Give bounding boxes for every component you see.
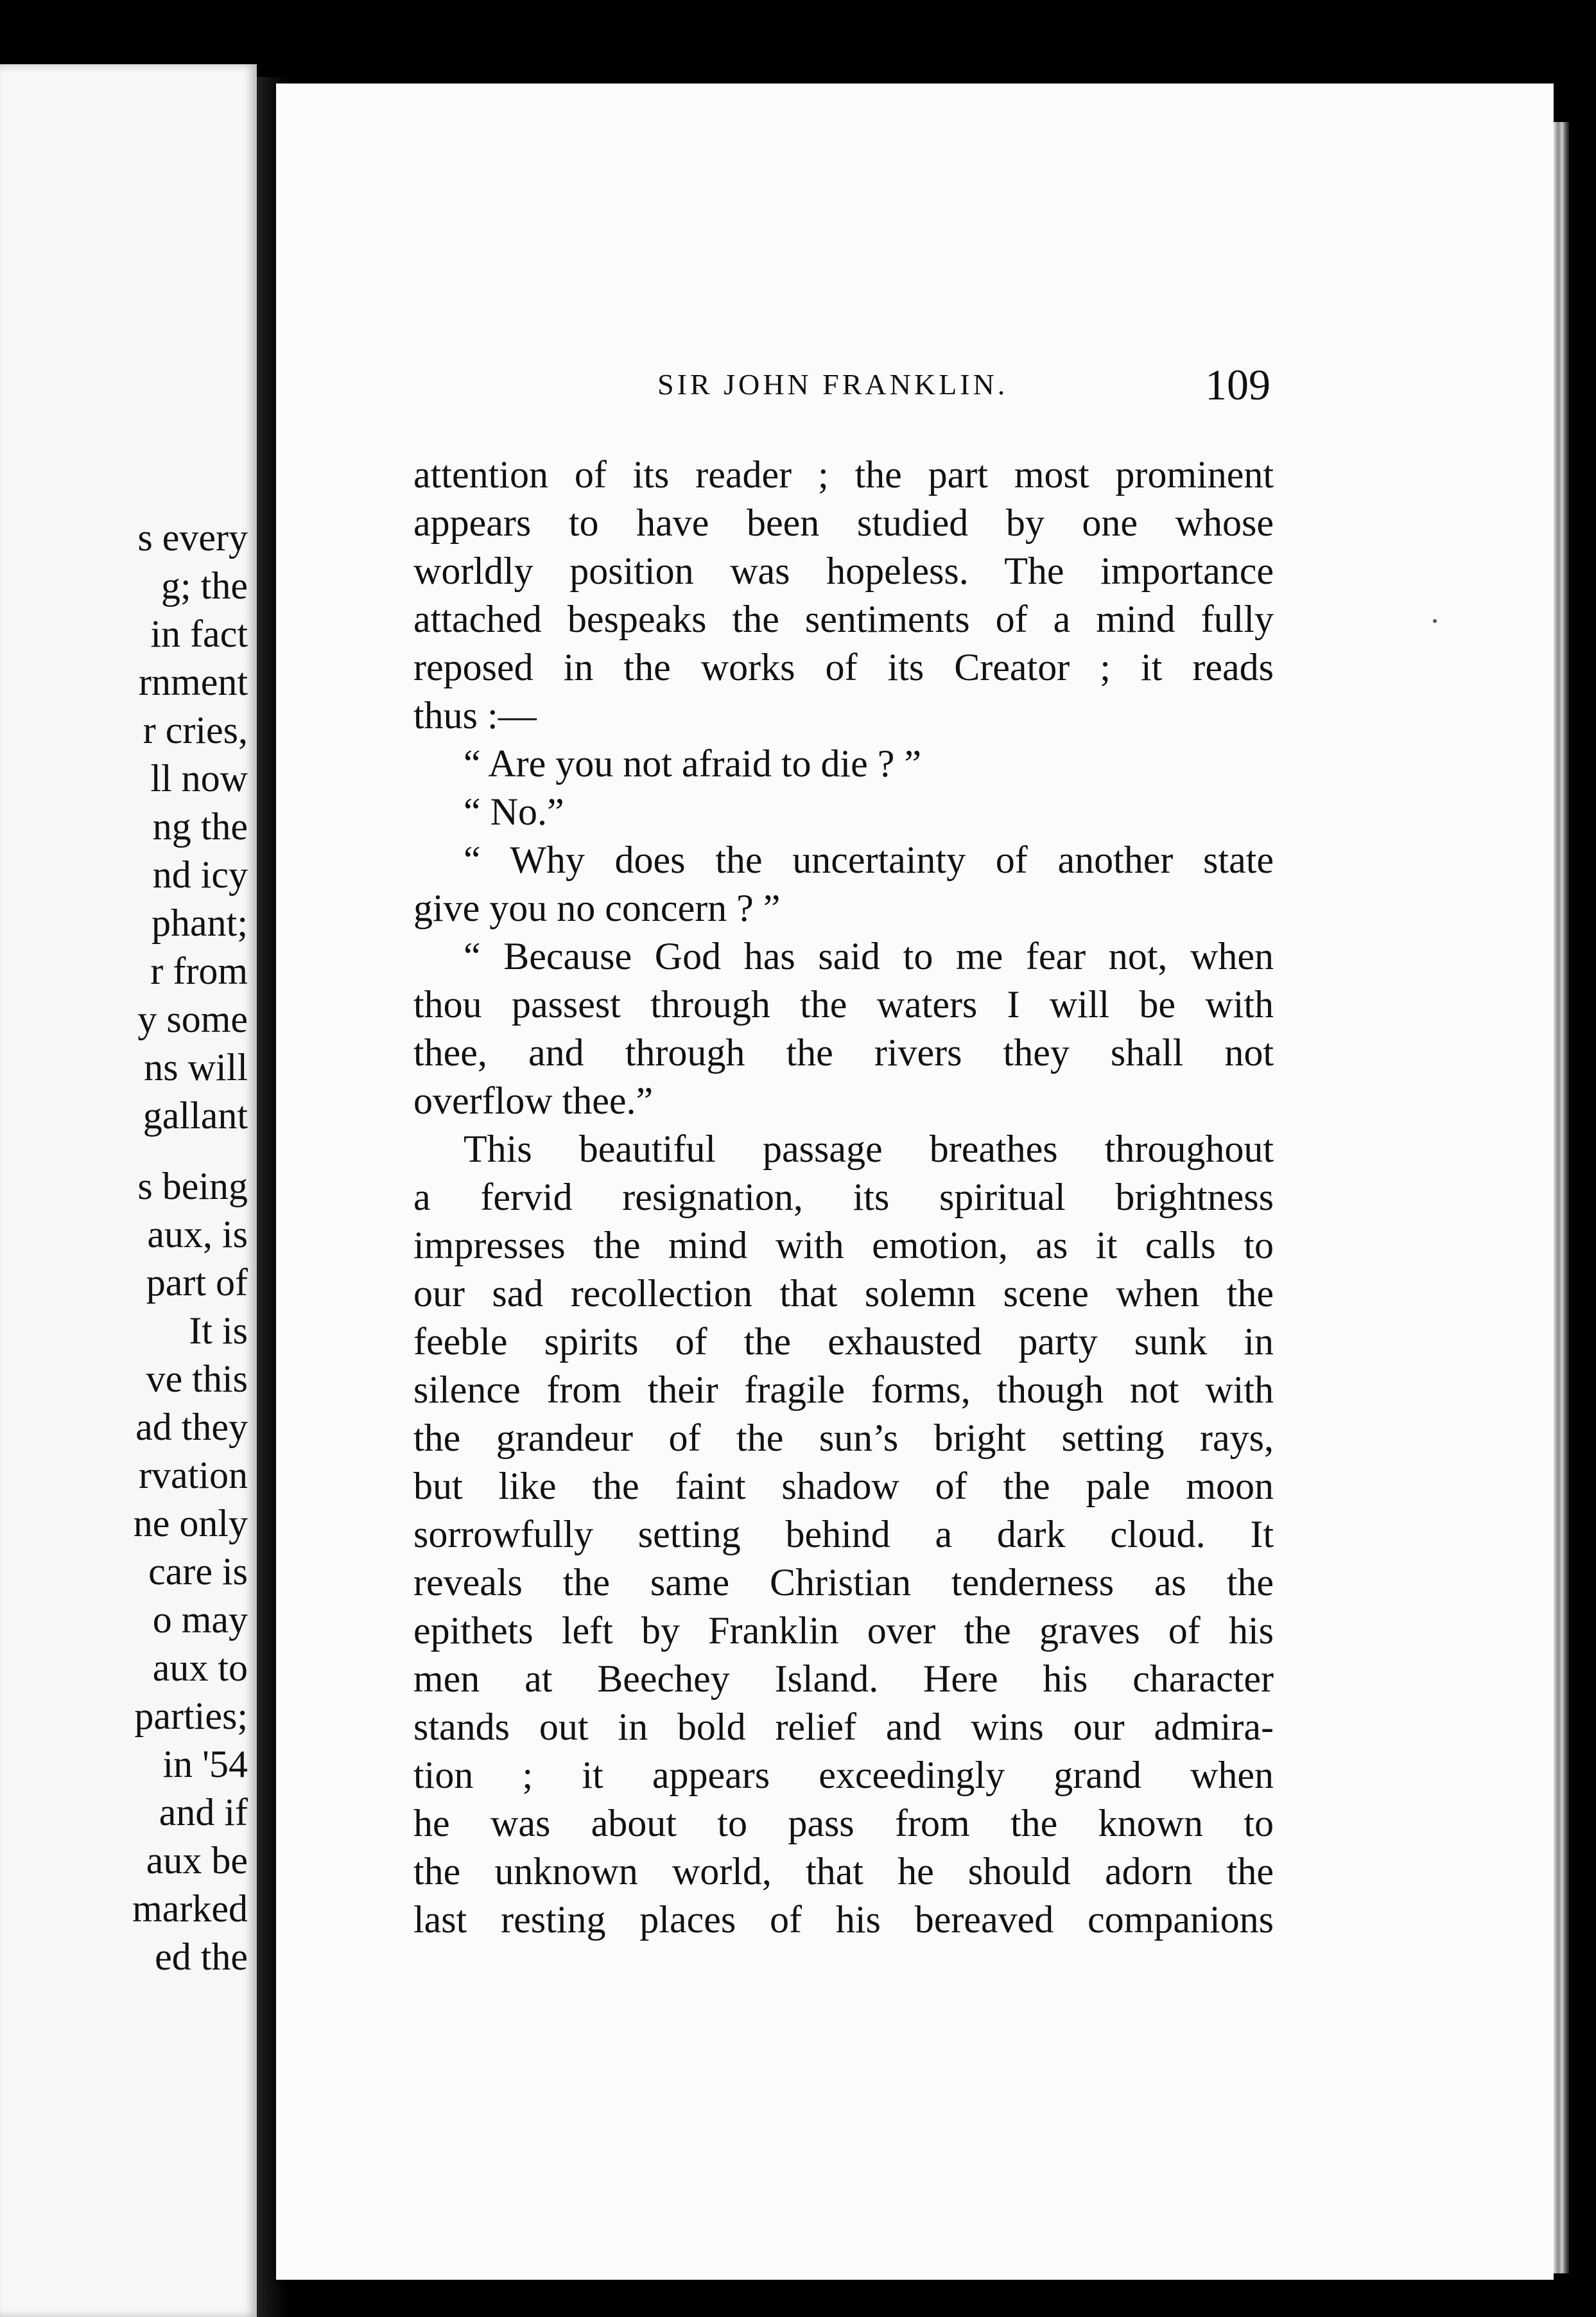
left-page-text (4, 514, 248, 1981)
left-line: r from (150, 950, 248, 992)
left-line: y some (137, 998, 248, 1040)
left-line: s every (137, 516, 248, 559)
text-line: stands out in bold relief and wins our admira- (413, 1706, 1274, 1748)
text-line: thou passest through the waters I will be with (413, 983, 1274, 1026)
text-line: but like the faint shadow of the pale moon (413, 1465, 1274, 1507)
text-line: sorrowfully setting behind a dark cloud. It (413, 1513, 1274, 1555)
left-line: rnment (139, 661, 248, 703)
text-line: the unknown world, that he should adorn the (413, 1850, 1274, 1893)
left-line: marked (132, 1887, 248, 1930)
left-line: phant; (152, 902, 248, 944)
left-line: r cries, (143, 709, 248, 751)
text-line: appears to have been studied by one whose (413, 502, 1274, 544)
text-line: overflow thee.” (413, 1080, 654, 1122)
text-line: the grandeur of the sun’s bright setting rays, (413, 1417, 1274, 1459)
left-line: ng the (152, 805, 248, 848)
left-line: aux be (146, 1839, 248, 1882)
left-line: aux, is (147, 1213, 248, 1255)
page-edge (1554, 122, 1569, 2273)
scan-speck (1433, 619, 1437, 623)
text-line: reveals the same Christian tenderness as the (413, 1561, 1274, 1604)
text-line: worldly position was hopeless. The importance (413, 550, 1274, 592)
text-line: “ No.” (464, 791, 564, 833)
text-line: “ Why does the uncertainty of another state (464, 839, 1274, 881)
text-line: thus :— (413, 694, 537, 737)
left-line: part of (146, 1261, 248, 1304)
text-line: This beautiful passage breathes throughout (464, 1128, 1274, 1170)
text-line: silence from their fragile forms, though not with (413, 1368, 1274, 1411)
text-line: “ Because God has said to me fear not, when (464, 935, 1274, 977)
body-text (413, 451, 1274, 1944)
left-line: It is (189, 1309, 248, 1352)
text-line: attached bespeaks the sentiments of a mind fully (413, 598, 1274, 640)
left-line: ad they (135, 1406, 248, 1448)
text-line: our sad recollection that solemn scene when the (413, 1272, 1274, 1315)
text-line: epithets left by Franklin over the graves of his (413, 1609, 1274, 1652)
left-line: care is (148, 1550, 248, 1593)
running-title: SIR JOHN FRANKLIN. (657, 368, 1009, 401)
left-page-fragment (0, 64, 257, 2317)
paragraph-gap (4, 1140, 248, 1162)
left-line: ll now (150, 757, 248, 800)
left-line: ne only (133, 1502, 248, 1544)
text-line: thee, and through the rivers they shall not (413, 1031, 1274, 1074)
left-line: nd icy (152, 853, 248, 896)
left-line: aux to (152, 1647, 248, 1689)
text-line: reposed in the works of its Creator ; it reads (413, 646, 1274, 688)
text-line: tion ; it appears exceedingly grand when (413, 1754, 1274, 1796)
text-line: “ Are you not afraid to die ? ” (464, 742, 922, 785)
running-head (657, 360, 1271, 411)
left-line: in fact (150, 613, 248, 655)
left-line: parties; (134, 1695, 248, 1737)
left-line: ns will (144, 1046, 248, 1089)
left-line: g; the (161, 564, 248, 607)
left-line: in '54 (162, 1743, 248, 1785)
left-line: gallant (143, 1094, 248, 1137)
left-line: o may (152, 1598, 248, 1641)
left-line: ve this (146, 1358, 248, 1400)
text-line: give you no concern ? ” (413, 887, 781, 929)
left-line: and if (159, 1791, 248, 1833)
left-line: rvation (139, 1454, 248, 1496)
text-line: attention of its reader ; the part most prominent (413, 453, 1274, 496)
left-line: ed the (155, 1936, 248, 1978)
text-line: last resting places of his bereaved companions (413, 1898, 1274, 1941)
text-line: men at Beechey Island. Here his character (413, 1657, 1274, 1700)
page-number: 109 (1205, 360, 1271, 409)
text-line: a fervid resignation, its spiritual brightness (413, 1176, 1274, 1218)
left-line: s being (137, 1165, 248, 1207)
text-line: feeble spirits of the exhausted party sunk in (413, 1320, 1274, 1363)
text-line: he was about to pass from the known to (413, 1802, 1274, 1844)
text-line: impresses the mind with emotion, as it calls to (413, 1224, 1274, 1266)
